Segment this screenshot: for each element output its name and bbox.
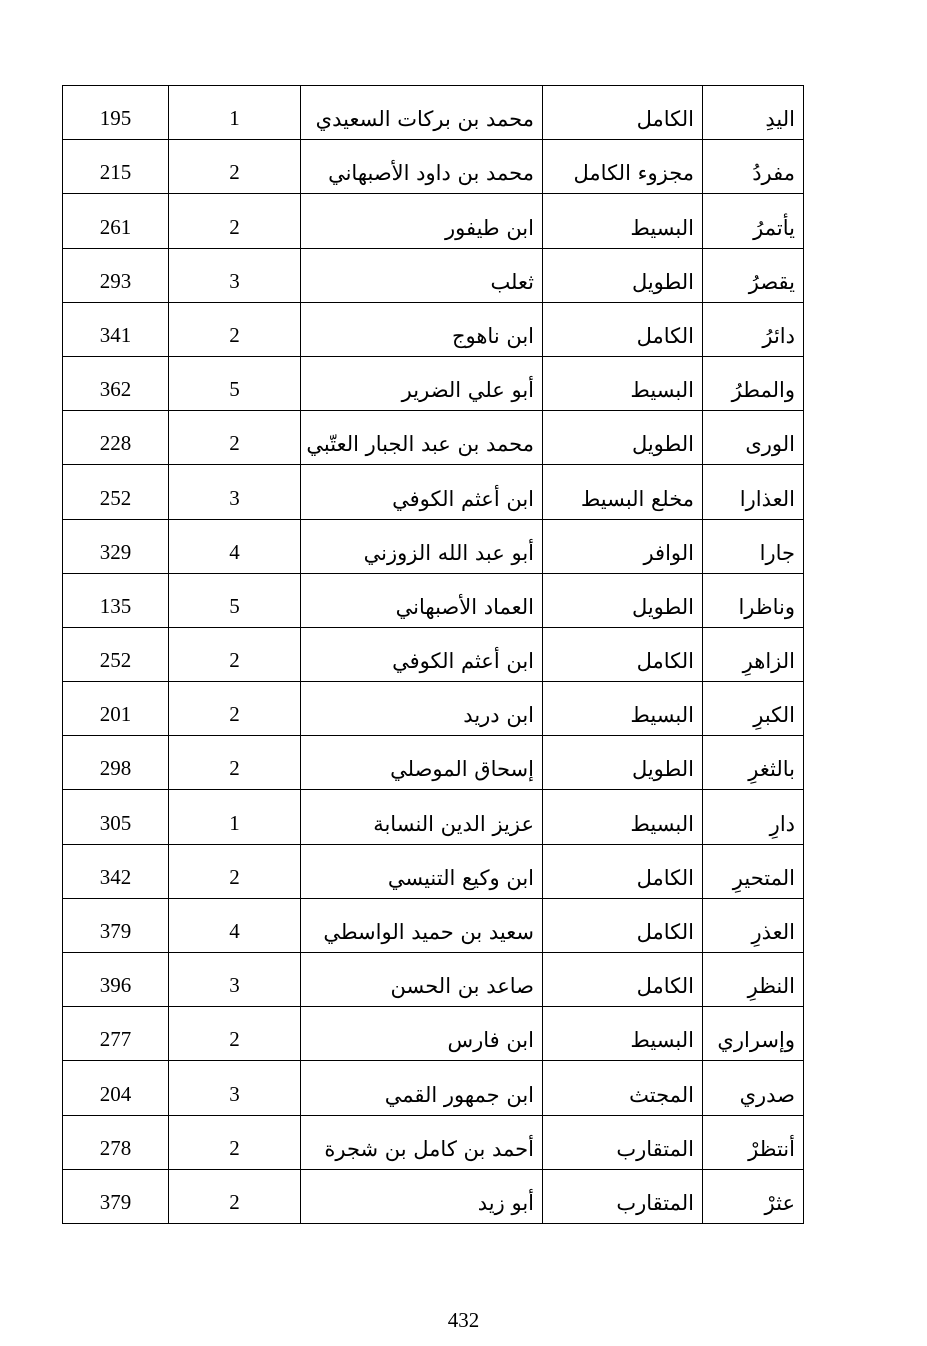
- poet-cell: صاعد بن الحسن: [301, 953, 543, 1007]
- verse-count-cell: 1: [169, 790, 301, 844]
- rhyme-cell: دارِ: [703, 790, 804, 844]
- table-row: [63, 736, 804, 790]
- poet-cell: سعيد بن حميد الواسطي: [301, 898, 543, 952]
- poet-cell: ابن فارس: [301, 1007, 543, 1061]
- verse-count-cell: 5: [169, 573, 301, 627]
- meter-cell: الكامل: [543, 898, 703, 952]
- table-row: [63, 140, 804, 194]
- page-ref-cell: 379: [63, 898, 169, 952]
- table-row: [63, 1061, 804, 1115]
- meter-cell: الكامل: [543, 302, 703, 356]
- verse-count-cell: 2: [169, 194, 301, 248]
- rhyme-cell: الورى: [703, 411, 804, 465]
- poet-cell: محمد بن داود الأصبهاني: [301, 140, 543, 194]
- rhyme-cell: أنتظرْ: [703, 1115, 804, 1169]
- meter-cell: المتقارب: [543, 1115, 703, 1169]
- page-ref-cell: 293: [63, 248, 169, 302]
- page-ref-cell: 298: [63, 736, 169, 790]
- table-row: [63, 682, 804, 736]
- meter-cell: المتقارب: [543, 1169, 703, 1223]
- poet-cell: العماد الأصبهاني: [301, 573, 543, 627]
- verse-count-cell: 5: [169, 356, 301, 410]
- verse-count-cell: 2: [169, 140, 301, 194]
- verse-count-cell: 2: [169, 1169, 301, 1223]
- page-ref-cell: 278: [63, 1115, 169, 1169]
- meter-cell: الطويل: [543, 248, 703, 302]
- meter-cell: الكامل: [543, 86, 703, 140]
- verse-count-cell: 2: [169, 1115, 301, 1169]
- meter-cell: الطويل: [543, 573, 703, 627]
- meter-cell: مجزوء الكامل: [543, 140, 703, 194]
- table-row: [63, 194, 804, 248]
- table-row: [63, 1007, 804, 1061]
- page-ref-cell: 228: [63, 411, 169, 465]
- table-row: [63, 898, 804, 952]
- page-ref-cell: 379: [63, 1169, 169, 1223]
- table-row: [63, 1169, 804, 1223]
- table-row: [63, 844, 804, 898]
- verse-index-table: [62, 85, 804, 1224]
- poet-cell: أبو علي الضرير: [301, 356, 543, 410]
- rhyme-cell: صدري: [703, 1061, 804, 1115]
- poet-cell: ابن طيفور: [301, 194, 543, 248]
- meter-cell: مخلع البسيط: [543, 465, 703, 519]
- poet-cell: محمد بن بركات السعيدي: [301, 86, 543, 140]
- rhyme-cell: اليدِ: [703, 86, 804, 140]
- meter-cell: المجتث: [543, 1061, 703, 1115]
- page-ref-cell: 195: [63, 86, 169, 140]
- meter-cell: الكامل: [543, 844, 703, 898]
- poet-cell: أحمد بن كامل بن شجرة: [301, 1115, 543, 1169]
- poet-cell: ابن دريد: [301, 682, 543, 736]
- meter-cell: الكامل: [543, 953, 703, 1007]
- poet-cell: أبو عبد الله الزوزني: [301, 519, 543, 573]
- verse-count-cell: 2: [169, 736, 301, 790]
- table-row: [63, 627, 804, 681]
- meter-cell: الوافر: [543, 519, 703, 573]
- poet-cell: ابن ناهوج: [301, 302, 543, 356]
- rhyme-cell: العذارا: [703, 465, 804, 519]
- rhyme-cell: الكبرِ: [703, 682, 804, 736]
- rhyme-cell: يقصرُ: [703, 248, 804, 302]
- meter-cell: البسيط: [543, 682, 703, 736]
- verse-count-cell: 2: [169, 682, 301, 736]
- page-ref-cell: 201: [63, 682, 169, 736]
- page-ref-cell: 252: [63, 627, 169, 681]
- meter-cell: البسيط: [543, 1007, 703, 1061]
- verse-count-cell: 3: [169, 248, 301, 302]
- verse-count-cell: 2: [169, 411, 301, 465]
- meter-cell: الطويل: [543, 736, 703, 790]
- rhyme-cell: الزاهرِ: [703, 627, 804, 681]
- rhyme-cell: وإسراري: [703, 1007, 804, 1061]
- page-ref-cell: 135: [63, 573, 169, 627]
- table-row: [63, 790, 804, 844]
- meter-cell: البسيط: [543, 194, 703, 248]
- poet-cell: ابن جمهور القمي: [301, 1061, 543, 1115]
- table-row: [63, 1115, 804, 1169]
- rhyme-cell: والمطرُ: [703, 356, 804, 410]
- page-ref-cell: 342: [63, 844, 169, 898]
- verse-count-cell: 4: [169, 898, 301, 952]
- poet-cell: ابن وكيع التنيسي: [301, 844, 543, 898]
- page-ref-cell: 215: [63, 140, 169, 194]
- page-ref-cell: 329: [63, 519, 169, 573]
- poet-cell: ثعلب: [301, 248, 543, 302]
- meter-cell: البسيط: [543, 356, 703, 410]
- rhyme-cell: العذرِ: [703, 898, 804, 952]
- table-row: [63, 86, 804, 140]
- table-row: [63, 302, 804, 356]
- verse-count-cell: 2: [169, 302, 301, 356]
- meter-cell: البسيط: [543, 790, 703, 844]
- rhyme-cell: يأتمرُ: [703, 194, 804, 248]
- table-row: [63, 356, 804, 410]
- page-ref-cell: 305: [63, 790, 169, 844]
- table-row: [63, 573, 804, 627]
- rhyme-cell: دائرُ: [703, 302, 804, 356]
- poet-cell: ابن أعثم الكوفي: [301, 627, 543, 681]
- page-ref-cell: 362: [63, 356, 169, 410]
- table-row: [63, 248, 804, 302]
- page-ref-cell: 204: [63, 1061, 169, 1115]
- rhyme-cell: المتحيرِ: [703, 844, 804, 898]
- poet-cell: ابن أعثم الكوفي: [301, 465, 543, 519]
- page-ref-cell: 277: [63, 1007, 169, 1061]
- rhyme-cell: مفردُ: [703, 140, 804, 194]
- meter-cell: الكامل: [543, 627, 703, 681]
- poet-cell: عزيز الدين النسابة: [301, 790, 543, 844]
- verse-count-cell: 3: [169, 953, 301, 1007]
- table-row: [63, 465, 804, 519]
- verse-count-cell: 3: [169, 465, 301, 519]
- verse-count-cell: 3: [169, 1061, 301, 1115]
- rhyme-cell: جارا: [703, 519, 804, 573]
- poet-cell: إسحاق الموصلي: [301, 736, 543, 790]
- page-ref-cell: 396: [63, 953, 169, 1007]
- rhyme-cell: عثرْ: [703, 1169, 804, 1223]
- page-number: 432: [447, 1308, 480, 1332]
- rhyme-cell: بالثغرِ: [703, 736, 804, 790]
- verse-count-cell: 2: [169, 1007, 301, 1061]
- rhyme-cell: وناظرا: [703, 573, 804, 627]
- verse-count-cell: 4: [169, 519, 301, 573]
- page-ref-cell: 252: [63, 465, 169, 519]
- rhyme-cell: النظرِ: [703, 953, 804, 1007]
- verse-count-cell: 1: [169, 86, 301, 140]
- table-row: [63, 519, 804, 573]
- verse-count-cell: 2: [169, 627, 301, 681]
- page-ref-cell: 341: [63, 302, 169, 356]
- verse-count-cell: 2: [169, 844, 301, 898]
- page-ref-cell: 261: [63, 194, 169, 248]
- table-body: [63, 86, 804, 1224]
- poet-cell: محمد بن عبد الجبار العتّبي: [301, 411, 543, 465]
- table-row: [63, 411, 804, 465]
- meter-cell: الطويل: [543, 411, 703, 465]
- table-row: [63, 953, 804, 1007]
- poet-cell: أبو زيد: [301, 1169, 543, 1223]
